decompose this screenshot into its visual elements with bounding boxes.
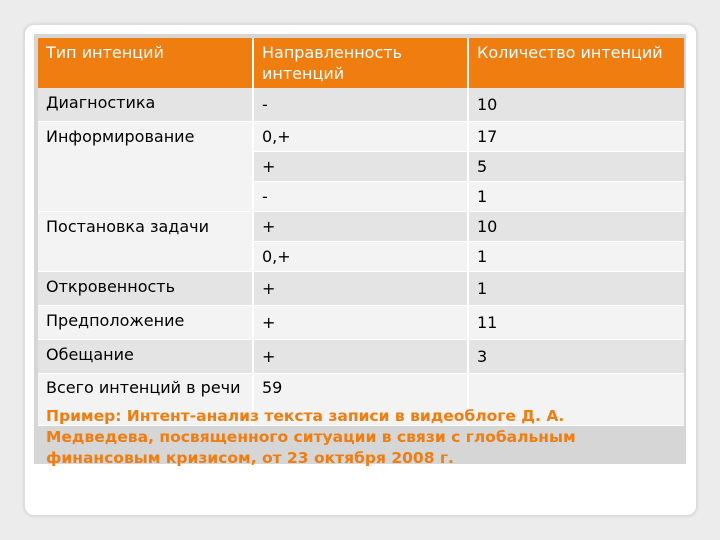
row-count: 1 [468, 182, 684, 212]
table-row [38, 212, 684, 242]
row-direction: + [253, 340, 468, 374]
row-direction: 0,+ [253, 242, 468, 272]
row-direction: + [253, 212, 468, 242]
row-direction: - [253, 88, 468, 122]
row-direction: + [253, 152, 468, 182]
header-type: Тип интенций [38, 38, 253, 88]
row-count: 10 [468, 212, 684, 242]
table-row [38, 272, 684, 306]
table-row [38, 340, 684, 374]
row-direction: - [253, 182, 468, 212]
row-count: 10 [468, 88, 684, 122]
row-type: Предположение [38, 306, 253, 340]
header-count: Количество интенций [468, 38, 684, 88]
row-count: 1 [468, 242, 684, 272]
row-direction: 0,+ [253, 122, 468, 152]
row-direction: + [253, 306, 468, 340]
total-label: Всего интенций в речи [38, 374, 253, 426]
row-type: Обещание [38, 340, 253, 374]
table-row [38, 306, 684, 340]
row-count: 5 [468, 152, 684, 182]
table-row [38, 122, 684, 152]
row-type: Диагностика [38, 88, 253, 122]
table-row [38, 88, 684, 122]
row-type: Информирование [38, 122, 253, 212]
table-header-row [38, 38, 684, 88]
row-count: 3 [468, 340, 684, 374]
row-direction: + [253, 272, 468, 306]
row-count: 1 [468, 272, 684, 306]
header-direction: Направленность интенций [253, 38, 468, 88]
intent-table [38, 38, 684, 426]
row-count: 11 [468, 306, 684, 340]
row-type: Постановка задачи [38, 212, 253, 272]
row-count: 17 [468, 122, 684, 152]
slide-caption: Пример: Интент-анализ текста записи в видеоблоге Д. А. Медведева, посвященного ситуации в связи с глобальным финансовым кризисом, от 23 октября 2008 г. [46, 407, 576, 467]
row-type: Откровенность [38, 272, 253, 306]
total-value: 59 [253, 374, 468, 426]
